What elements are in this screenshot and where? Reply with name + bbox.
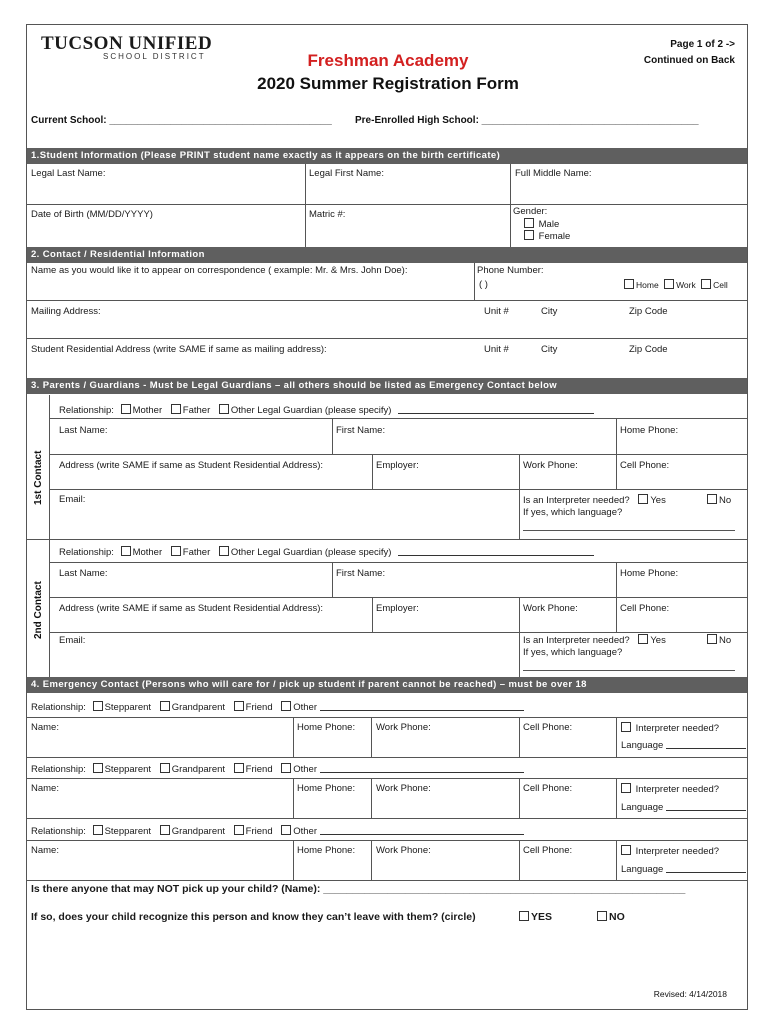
contact2-language[interactable]: If yes, which language? [523,647,623,658]
divider [27,717,747,718]
language-label: Language [621,864,664,875]
emergency1-name[interactable]: Name: [31,722,59,733]
contact2-last-name[interactable]: Last Name: [59,568,108,579]
emergency3-name[interactable]: Name: [31,845,59,856]
other-guardian-line[interactable] [398,404,594,414]
page-number: Page 1 of 2 -> [670,39,735,50]
section4-header: 4. Emergency Contact (Persons who will care for / pick up student if parent cannot be reached) – must be over 18 [27,677,747,693]
other-label: Other [293,702,318,713]
friend-label: Friend [245,764,273,775]
legal-first-name-field[interactable]: Legal First Name: [309,168,384,179]
divider [27,818,747,819]
contact2-employer[interactable]: Employer: [376,603,419,614]
divider [27,778,747,779]
language-line [523,530,735,531]
contact1-interpreter[interactable] [523,494,666,506]
emergency1-language[interactable] [621,739,746,751]
contact1-language[interactable]: If yes, which language? [523,507,623,518]
mother-label: Mother [132,547,163,558]
emergency2-interpreter[interactable] [621,783,719,795]
checkbox-icon[interactable] [121,546,131,556]
interpreter-label: Interpreter needed? [635,723,720,734]
language-line [523,670,735,671]
other-label: Other [293,764,318,775]
checkbox-icon[interactable] [121,404,131,414]
divider [474,263,475,300]
divider [519,778,520,818]
first-contact-label: 1st Contact [33,450,44,505]
checkbox-icon[interactable] [638,494,648,504]
checkbox-icon[interactable] [524,218,534,228]
revised-date: Revised: 4/14/2018 [653,989,727,999]
grandparent-label: Grandparent [171,702,226,713]
stepparent-label: Stepparent [104,702,152,713]
emergency2-cell-phone[interactable]: Cell Phone: [523,783,573,794]
checkbox-icon[interactable] [621,722,631,732]
emergency3-work-phone[interactable]: Work Phone: [376,845,431,856]
father-label: Father [182,547,211,558]
contact1-cell-phone[interactable]: Cell Phone: [620,460,670,471]
checkbox-icon[interactable] [624,279,634,289]
grandparent-label: Grandparent [171,764,226,775]
phone-number-field[interactable]: ( ) [479,279,488,290]
emergency2-relationship[interactable] [31,763,524,775]
stepparent-label: Stepparent [104,826,152,837]
contact2-interpreter-no[interactable] [707,634,731,646]
divider [519,454,520,539]
registration-form [26,24,748,1010]
grandparent-label: Grandparent [171,826,226,837]
divider [27,338,747,339]
checkbox-icon[interactable] [160,825,170,835]
divider [371,778,372,818]
interpreter-label: Interpreter needed? [635,846,720,857]
contact2-cell-phone[interactable]: Cell Phone: [620,603,670,614]
gender-female-option[interactable] [524,230,570,242]
checkbox-icon[interactable] [234,701,244,711]
contact2-address[interactable]: Address (write SAME if same as Student Residential Address): [59,603,324,614]
stepparent-label: Stepparent [104,764,152,775]
divider [49,489,747,490]
not-pickup-question[interactable]: Is there anyone that may NOT pick up your child? (Name): ______________________________________________________________ [31,883,686,895]
form-title: 2020 Summer Registration Form [257,74,519,93]
divider [305,164,306,248]
checkbox-icon[interactable] [171,546,181,556]
friend-label: Friend [245,826,273,837]
phone-number-label: Phone Number: [477,265,544,276]
divider [27,880,747,881]
emergency1-relationship[interactable] [31,701,524,713]
checkbox-icon[interactable] [219,546,229,556]
other-guardian-line[interactable] [398,546,594,556]
divider [332,562,333,597]
other-line[interactable] [320,825,524,835]
checkbox-icon[interactable] [93,825,103,835]
relationship-label: Relationship: [31,702,86,713]
interpreter-label: Is an Interpreter needed? [523,495,630,506]
emergency2-work-phone[interactable]: Work Phone: [376,783,431,794]
contact1-relationship[interactable] [59,404,594,416]
preenrolled-school-field[interactable]: Pre-Enrolled High School: _______________________________________ [355,115,699,126]
divider [27,204,747,205]
checkbox-icon[interactable] [234,825,244,835]
divider [332,418,333,454]
language-line[interactable] [666,863,746,873]
residential-zip-field[interactable]: Zip Code [629,344,668,355]
mailing-unit-field[interactable]: Unit # [484,306,509,317]
page-info [644,37,735,69]
yes-label: Yes [650,635,666,646]
other-guardian-label: Other Legal Guardian (please specify) [230,547,392,558]
divider [49,597,747,598]
contact2-work-phone[interactable]: Work Phone: [523,603,578,614]
divider [371,717,372,757]
checkbox-icon[interactable] [519,911,529,921]
language-line[interactable] [666,801,746,811]
relationship-label: Relationship: [31,826,86,837]
emergency3-cell-phone[interactable]: Cell Phone: [523,845,573,856]
relationship-label: Relationship: [31,764,86,775]
second-contact-label: 2nd Contact [33,581,44,639]
relationship-label: Relationship: [59,547,114,558]
emergency3-language[interactable] [621,863,746,875]
checkbox-icon[interactable] [219,404,229,414]
checkbox-icon[interactable] [701,279,711,289]
legal-last-name-field[interactable]: Legal Last Name: [31,168,106,179]
no-label: No [719,495,732,506]
phone-type-options[interactable] [624,279,728,290]
divider [616,778,617,818]
checkbox-icon[interactable] [93,701,103,711]
contact1-email[interactable]: Email: [59,494,86,505]
contact2-email[interactable]: Email: [59,635,86,646]
recognize-yes-option[interactable] [519,911,552,923]
interpreter-label: Is an Interpreter needed? [523,635,630,646]
emergency3-interpreter[interactable] [621,845,719,857]
checkbox-icon[interactable] [281,825,291,835]
checkbox-icon[interactable] [524,230,534,240]
yes-label: Yes [650,495,666,506]
section3-header: 3. Parents / Guardians - Must be Legal Guardians – all others should be listed as Emergency Contact below [27,378,747,394]
checkbox-icon[interactable] [160,701,170,711]
mailing-address-field[interactable]: Mailing Address: [31,306,101,317]
divider [27,300,747,301]
emergency1-home-phone[interactable]: Home Phone: [297,722,356,733]
cell-label: Cell [713,280,728,290]
divider [616,840,617,880]
checkbox-icon[interactable] [638,634,648,644]
checkbox-icon[interactable] [93,763,103,773]
contact1-address[interactable]: Address (write SAME if same as Student Residential Address): [59,460,324,471]
divider [372,454,373,489]
recognize-no-option[interactable] [597,911,625,923]
divider [372,597,373,632]
other-guardian-label: Other Legal Guardian (please specify) [230,405,392,416]
female-label: Female [538,231,571,242]
male-label: Male [538,219,560,230]
divider [293,778,294,818]
other-line[interactable] [320,763,524,773]
contact1-first-name[interactable]: First Name: [336,425,386,436]
program-title: Freshman Academy [307,51,469,70]
residential-unit-field[interactable]: Unit # [484,344,509,355]
contact2-home-phone[interactable]: Home Phone: [620,568,679,579]
language-label: Language [621,740,664,751]
work-label: Work [676,280,696,290]
divider [510,164,511,248]
current-school-field[interactable]: Current School: ________________________________________ [31,115,332,126]
checkbox-icon[interactable] [707,634,717,644]
checkbox-icon[interactable] [234,763,244,773]
divider [27,539,747,540]
section1-header: 1.Student Information (Please PRINT student name exactly as it appears on the birth certificate) [27,148,747,164]
residential-city-field[interactable]: City [541,344,558,355]
interpreter-label: Interpreter needed? [635,784,720,795]
contact2-first-name[interactable]: First Name: [336,568,386,579]
contact1-last-name[interactable]: Last Name: [59,425,108,436]
mother-label: Mother [132,405,163,416]
contact1-employer[interactable]: Employer: [376,460,419,471]
contact1-home-phone[interactable]: Home Phone: [620,425,679,436]
no-label: NO [609,911,625,923]
matric-field[interactable]: Matric #: [309,209,346,220]
emergency1-interpreter[interactable] [621,722,719,734]
emergency2-name[interactable]: Name: [31,783,59,794]
divider [293,840,294,880]
emergency3-relationship[interactable] [31,825,524,837]
divider [616,717,617,757]
mailing-zip-field[interactable]: Zip Code [629,306,668,317]
residential-address-field[interactable]: Student Residential Address (write SAME if same as mailing address): [31,344,327,355]
checkbox-icon[interactable] [281,701,291,711]
divider [27,757,747,758]
emergency1-cell-phone[interactable]: Cell Phone: [523,722,573,733]
divider [49,418,747,419]
contact1-interpreter-no[interactable] [707,494,731,506]
emergency2-home-phone[interactable]: Home Phone: [297,783,356,794]
divider [293,717,294,757]
father-label: Father [182,405,211,416]
full-middle-name-field[interactable]: Full Middle Name: [515,168,592,179]
home-label: Home [636,280,659,290]
checkbox-icon[interactable] [160,763,170,773]
divider [371,840,372,880]
relationship-label: Relationship: [59,405,114,416]
divider [519,717,520,757]
friend-label: Friend [245,702,273,713]
contact2-relationship[interactable] [59,546,594,558]
district-logo: TUCSON UNIFIED [41,33,213,54]
contact1-work-phone[interactable]: Work Phone: [523,460,578,471]
checkbox-icon[interactable] [281,763,291,773]
checkbox-icon[interactable] [621,845,631,855]
dob-field[interactable]: Date of Birth (MM/DD/YYYY) [31,209,153,220]
yes-label: YES [531,911,553,923]
checkbox-icon[interactable] [664,279,674,289]
continued-note: Continued on Back [643,55,735,66]
other-label: Other [293,826,318,837]
section2-header: 2. Contact / Residential Information [27,247,747,263]
divider [49,454,747,455]
emergency3-home-phone[interactable]: Home Phone: [297,845,356,856]
mailing-city-field[interactable]: City [541,306,558,317]
no-label: No [719,635,732,646]
checkbox-icon[interactable] [707,494,717,504]
divider [49,562,747,563]
divider [519,840,520,880]
contact2-interpreter[interactable] [523,634,666,646]
gender-male-option[interactable] [524,218,559,230]
other-line[interactable] [320,701,524,711]
gender-label: Gender: [513,206,548,217]
emergency2-language[interactable] [621,801,746,813]
language-line[interactable] [666,739,746,749]
checkbox-icon[interactable] [621,783,631,793]
divider [519,597,520,683]
emergency1-work-phone[interactable]: Work Phone: [376,722,431,733]
correspondence-name-field[interactable]: Name as you would like it to appear on correspondence ( example: Mr. & Mrs. John Doe): [31,265,408,276]
recognize-question: If so, does your child recognize this person and know they can’t leave with them? (circle) [31,911,476,923]
checkbox-icon[interactable] [171,404,181,414]
district-logo-sub: SCHOOL DISTRICT [103,52,206,61]
checkbox-icon[interactable] [597,911,607,921]
divider [27,840,747,841]
divider [49,632,747,633]
language-label: Language [621,802,664,813]
